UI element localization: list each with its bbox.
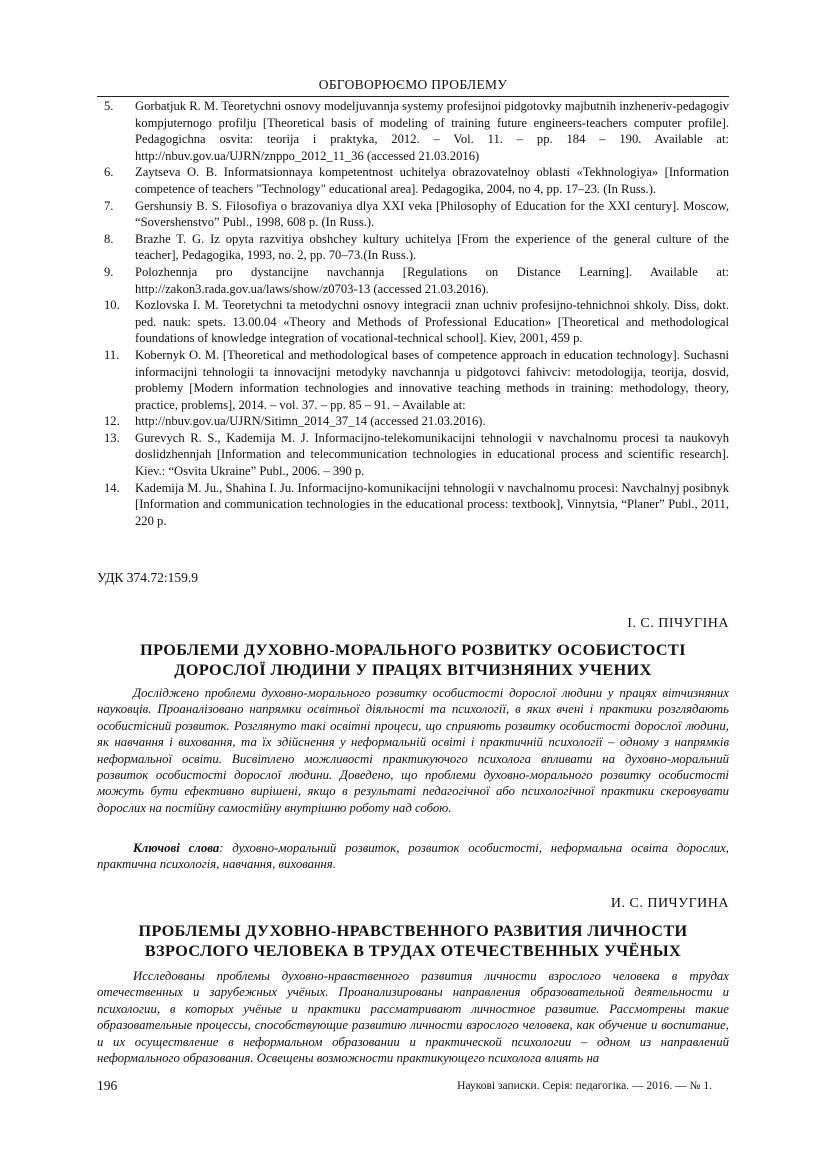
author-name-ru: И. С. ПИЧУГИНА: [610, 896, 729, 911]
reference-text: Polozhennja pro dystancijne navchannja [Regulations on Distance Learning]. Available at: http://zakon3.rada.gov.ua/laws/show/z0703-13 (accessed 21.03.2016).: [135, 264, 729, 296]
reference-text: Gershunsiy B. S. Filosofiya o brazovaniya dlya XXI veka [Philosophy of Education for the XXI century]. Moscow, “Sovershenstvo” Publ., 1998, 608 p. (In Russ.).: [135, 198, 729, 230]
reference-item: [104, 347, 729, 413]
title-line: ВЗРОСЛОГО ЧЕЛОВЕКА В ТРУДАХ ОТЕЧЕСТВЕННЫХ УЧЁНЫХ: [144, 941, 682, 960]
article-title-ua: [97, 641, 729, 680]
reference-number: 12.: [104, 414, 120, 429]
running-title: ОБГОВОРЮЄМО ПРОБЛЕМУ: [318, 77, 508, 92]
reference-item: [104, 297, 729, 347]
title-line: ПРОБЛЕМИ ДУХОВНО-МОРАЛЬНОГО РОЗВИТКУ ОСОБИСТОСТІ: [140, 641, 686, 659]
reference-number: 10.: [104, 298, 120, 313]
reference-item: [104, 164, 729, 197]
reference-number: 8.: [104, 231, 114, 246]
reference-item: [104, 198, 729, 231]
reference-text: Kobernyk O. M. [Theoretical and methodological bases of competence approach in education technology]. Suchasni informacijni tehnologii ta innovacijni metodyky navchannja u pidgotovci fahivciv: metodologija, teorija, dosvid, problemy [Modern information technologies and innovative teaching methods in training: methodology, theory, practice, problems], 2014. – vol. 37. – pp. 85 – 91. – Available at:: [135, 347, 729, 412]
journal-footer: Наукові записки. Серія: педагогіка. — 2016. — № 1.: [457, 1080, 712, 1092]
header-rule: [97, 96, 729, 97]
reference-item: [104, 231, 729, 264]
reference-item: [104, 430, 729, 480]
reference-number: 7.: [104, 198, 114, 213]
reference-list: [104, 98, 729, 529]
reference-item: [104, 264, 729, 297]
keywords-label: Ключові слова: [133, 841, 220, 855]
reference-text: Zaytseva O. B. Informatsionnaya kompetentnost uchitelya obrazovatelnoy oblasti «Tekhnologiya» [Information competence of teachers "Technology" educational area]. Pedagogika, 2004, no 4, pp. 17–23. (In Russ.).: [135, 165, 729, 196]
abstract-ua: Досліджено проблеми духовно-морального розвитку особистості дорослої людини у працях вітчизняних науковців. Проаналізовано напрямки освітньої діяльності та психології, в яких вчені і практики розглядають особистісний розвиток. Розглянуто такі освітні процеси, що сприяють розвитку особистості дорослої людини, як навчання і виховання, та їх здійснення у неформальній освіті і практичній психології – одному з напрямків неформальної освіти. Висвітлено можливості практикуючого психолога впливати на духовно-моральний розвиток особистості дорослої людини. Доведено, що проблеми духовно-морального розвитку особистості можуть бути ефективно вирішені, якщо в результаті педагогічної або психологічної практики скеровувати дорослих на постійну самостійну внутрішню роботу над собою.: [97, 686, 729, 815]
author-name-ua: І. С. ПІЧУГІНА: [627, 616, 729, 631]
reference-number: 5.: [104, 99, 114, 113]
reference-text: Brazhe T. G. Iz opyta razvitiya obshchey kultury uchitelya [From the experience of the general culture of the teacher], Pedagogika, 1993, no. 2, pp. 70–73.(In Russ.).: [135, 231, 729, 263]
reference-text: Kademija M. Ju., Shahina I. Ju. Informacijno-komunikacijni tehnologii v navchalnomu procesi: Navchalnyj posibnyk [Information and communication technologies in the educational process: textbook], Vinnytsia, “Planer” Publ., 2011, 220 p.: [135, 480, 729, 528]
udk-code: УДК 374.72:159.9: [97, 570, 199, 585]
reference-number: 11.: [104, 347, 120, 362]
title-line: ПРОБЛЕМЫ ДУХОВНО-НРАВСТВЕННОГО РАЗВИТИЯ ЛИЧНОСТИ: [138, 922, 688, 940]
title-line: ДОРОСЛОЇ ЛЮДИНИ У ПРАЦЯХ ВІТЧИЗНЯНИХ УЧЕНИХ: [174, 660, 652, 679]
reference-number: 14.: [104, 480, 120, 495]
article-title-ru: [97, 922, 729, 961]
reference-text: Gurevych R. S., Kademija M. J. Informacijno-telekomunikacijni tehnologii v navchalnomu procesi ta naukovyh doslidzhennjah [Information and telecommunication technologies in educational process and scientific research]. Kiev.: “Osvita Ukraine” Publ., 2006. – 390 p.: [135, 430, 729, 479]
reference-text: http://nbuv.gov.ua/UJRN/Sitimn_2014_37_14 (accessed 21.03.2016).: [135, 414, 486, 429]
reference-item: [104, 413, 729, 430]
page-number: 196: [97, 1078, 118, 1093]
keywords-ua: [97, 840, 729, 873]
reference-number: 6.: [104, 165, 114, 180]
reference-item: [104, 480, 729, 530]
abstract-ru: Исследованы проблемы духовно-нравственного развития личности взрослого человека в трудах отечественных и зарубежных учёных. Проанализированы направления образовательной деятельности и психологии, в которых учёные и практики рассматривают личностное развитие. Рассмотрены такие образовательные процессы, способствующие развитию личности взрослого человека, как обучение и воспитание, и их осуществление в неформальном образовании и практической психологии – одном из направлений неформального образования. Освещены возможности практикующего психолога влиять на: [97, 969, 729, 1066]
reference-number: 9.: [104, 264, 114, 279]
reference-text: Kozlovska I. M. Teoretychni ta metodychni osnovy integracii znan uchniv profesijno-tehnichnoi shkoly. Diss, dokt. ped. nauk: spets. 13.00.04 «Theory and Methods of Professional Education» [Theoretical and methodological foundations of knowledge integration of vocational-technical school]. Kiev, 2001, 459 p.: [135, 298, 729, 346]
reference-text: Gorbatjuk R. M. Teoretychni osnovy modeljuvannja systemy profesijnoi pidgotovky majbutnih inzheneriv-pedagogiv kompjuternogo profilju [Theoretical basis of modeling of training future engineers-teachers computer profile]. Pedagogichna osvita: teorija i praktyka, 2012. – Vol. 11. – pp. 184 – 190. Available at: http://nbuv.gov.ua/UJRN/znppo_2012_11_36 (accessed 21.03.2016): [135, 99, 729, 163]
reference-number: 13.: [104, 430, 120, 445]
reference-item: [104, 98, 729, 164]
keywords-text: : духовно-моральний розвиток, розвиток особистості, неформальна освіта дорослих, практична психологія, навчання, виховання.: [97, 841, 729, 872]
